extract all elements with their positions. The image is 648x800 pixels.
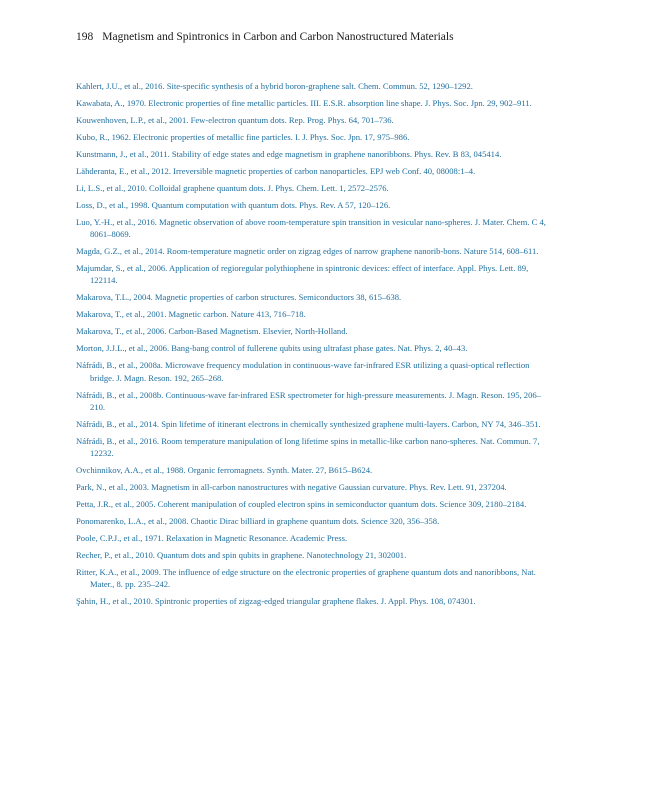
reference-list (76, 80, 554, 612)
reference-entry[interactable]: Makarova, T., et al., 2001. Magnetic carbon. Nature 413, 716–718. (76, 309, 306, 320)
reference-entry[interactable]: Ritter, K.A., et al., 2009. The influence of edge structure on the electronic properties of graphene quantum dots and nanoribbons, Nat. Mater., 8. pp. 235–242. (76, 567, 536, 590)
reference-entry[interactable]: Lähderanta, E., et al., 2012. Irreversible magnetic properties of carbon nanoparticles. EPJ web Conf. 40, 08008:1–4. (76, 166, 476, 176)
reference-entry[interactable]: Makarova, T., et al., 2006. Carbon-Based Magnetism. Elsevier, North-Holland. (76, 326, 348, 337)
reference-entry[interactable]: Şahin, H., et al., 2010. Spintronic properties of zigzag-edged triangular graphene flakes. J. Appl. Phys. 108, 074301. (76, 596, 476, 607)
reference-entry[interactable]: Kubo, R., 1962. Electronic properties of metallic fine particles. I. J. Phys. Soc. Jpn. 17, 975–986. (76, 132, 410, 142)
reference-entry[interactable]: Majumdar, S., et al., 2006. Application of regioregular polythiophene in spintronic devices: effect of interface. Appl. Phys. Lett. 89, 122114. (76, 263, 529, 286)
reference-entry[interactable]: Recher, P., et al., 2010. Quantum dots and spin qubits in graphene. Nanotechnology 21, 302001. (76, 550, 407, 561)
reference-entry[interactable]: Kouwenhoven, L.P., et al., 2001. Few-electron quantum dots. Rep. Prog. Phys. 64, 701–736. (76, 115, 394, 125)
reference-entry[interactable]: Ponomarenko, L.A., et al., 2008. Chaotic Dirac billiard in graphene quantum dots. Science 320, 356–358. (76, 516, 440, 527)
running-title: Magnetism and Spintronics in Carbon and Carbon Nanostructured Materials (102, 31, 454, 43)
reference-entry[interactable]: Loss, D., et al., 1998. Quantum computation with quantum dots. Phys. Rev. A 57, 120–126. (76, 200, 391, 210)
reference-entry[interactable]: Náfrádi, B., et al., 2008b. Continuous-wave far-infrared ESR spectrometer for high-pressure measurements. J. Magn. Reson. 195, 206–210. (76, 389, 541, 412)
reference-entry[interactable]: Ovchinnikov, A.A., et al., 1988. Organic ferromagnets. Synth. Mater. 27, B615–B624. (76, 465, 373, 476)
reference-entry[interactable]: Makarova, T.L., 2004. Magnetic properties of carbon structures. Semiconductors 38, 615–638. (76, 292, 402, 303)
reference-entry[interactable]: Magda, G.Z., et al., 2014. Room-temperature magnetic order on zigzag edges of narrow graphene nanorib-bons. Nature 514, 608–611. (76, 246, 539, 257)
page-number: 198 (76, 31, 94, 43)
running-header (76, 31, 454, 43)
reference-entry[interactable]: Kahlert, J.U., et al., 2016. Site-specific synthesis of a hybrid boron-graphene salt. Chem. Commun. 52, 1290–1292. (76, 81, 473, 91)
reference-entry[interactable]: Park, N., et al., 2003. Magnetism in all-carbon nanostructures with negative Gaussian curvature. Phys. Rev. Lett. 91, 237204. (76, 482, 507, 493)
reference-entry[interactable]: Náfrádi, B., et al., 2016. Room temperature manipulation of long lifetime spins in metallic-like carbon nano-spheres. Nat. Commun. 7, 12232. (76, 435, 540, 459)
reference-entry[interactable]: Li, L.S., et al., 2010. Colloidal graphene quantum dots. J. Phys. Chem. Lett. 1, 2572–2576. (76, 183, 389, 193)
reference-entry[interactable]: Poole, C.P.J., et al., 1971. Relaxation in Magnetic Resonance. Academic Press. (76, 533, 348, 544)
reference-entry[interactable]: Luo, Y.-H., et al., 2016. Magnetic observation of above room-temperature spin transition in vesicular nano-spheres. J. Mater. Chem. C 4, 8061–8069. (76, 217, 546, 240)
reference-entry[interactable]: Kunstmann, J., et al., 2011. Stability of edge states and edge magnetism in graphene nanoribbons. Phys. Rev. B 83, 045414. (76, 149, 502, 159)
reference-entry[interactable]: Kawabata, A., 1970. Electronic properties of fine metallic particles. III. E.S.R. absorption line shape. J. Phys. Soc. Jpn. 29, 902–911. (76, 98, 532, 108)
reference-entry[interactable]: Náfrádi, B., et al., 2014. Spin lifetime of itinerant electrons in chemically synthesized graphene multi-layers. Carbon, NY 74, 346–351. (76, 418, 541, 429)
reference-entry[interactable]: Petta, J.R., et al., 2005. Coherent manipulation of coupled electron spins in semiconductor quantum dots. Science 309, 2180–2184. (76, 499, 527, 510)
reference-entry[interactable]: Morton, J.J.L., et al., 2006. Bang-bang control of fullerene qubits using ultrafast phase gates. Nat. Phys. 2, 40–43. (76, 343, 468, 354)
reference-entry[interactable]: Náfrádi, B., et al., 2008a. Microwave frequency modulation in continuous-wave far-infrared ESR utilizing a quasi-optical reflection bridge. J. Magn. Reson. 192, 265–268. (76, 360, 530, 383)
